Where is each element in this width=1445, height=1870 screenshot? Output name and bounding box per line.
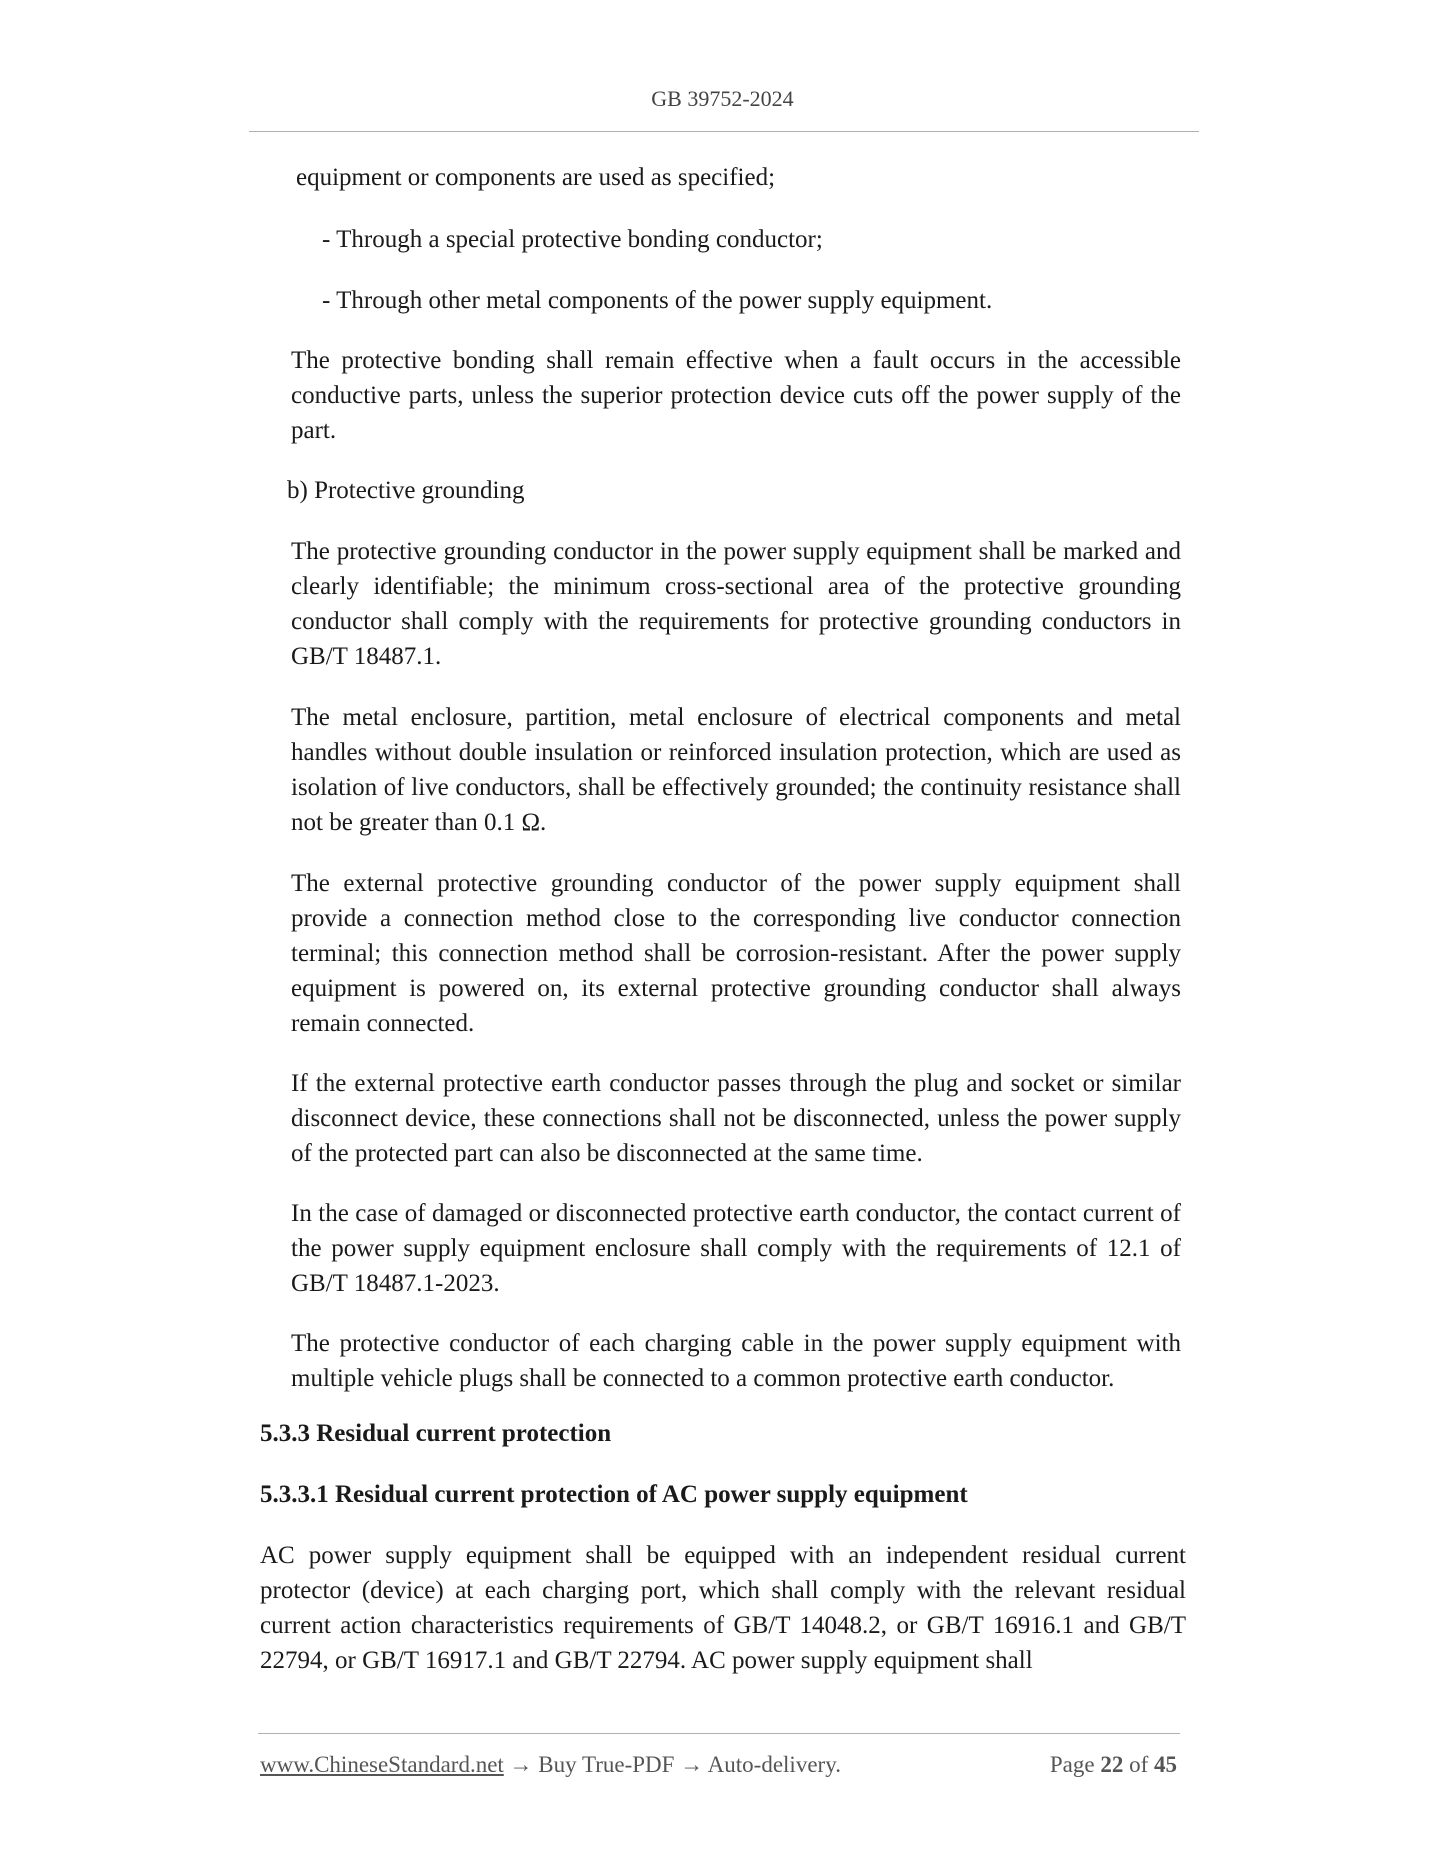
paragraph-ac-residual-current: AC power supply equipment shall be equipped with an independent residual current protector (device) at each charging port, which shall comply with the relevant residual current action characteristics requirements of GB/T 14048.2, or GB/T 16916.1 and GB/T 22794, or GB/T 16917.1 and GB/T 22794. AC power supply equipment shall bbox=[260, 1542, 1186, 1674]
of-label: of bbox=[1129, 1752, 1149, 1777]
paragraph-bonding-effective: The protective bonding shall remain effective when a fault occurs in the accessible conductive parts, unless the superior protection device cuts off the power supply of the part. bbox=[291, 347, 1181, 444]
paragraph-metal-enclosure: The metal enclosure, partition, metal enclosure of electrical components and metal handles without double insulation or reinforced insulation protection, which are used as isolation of live conductors, shall be effectively grounded; the continuity resistance shall not be greater than 0.1 Ω. bbox=[291, 704, 1181, 836]
document-header: GB 39752-2024 bbox=[651, 86, 794, 111]
list-item-metal-components: - Through other metal components of the power supply equipment. bbox=[322, 287, 993, 314]
header-divider bbox=[249, 131, 1199, 132]
paragraph-multiple-plugs: The protective conductor of each charging cable in the power supply equipment with multiple vehicle plugs shall be connected to a common protective earth conductor. bbox=[291, 1330, 1181, 1392]
paragraph-contact-current: In the case of damaged or disconnected protective earth conductor, the contact current of the power supply equipment enclosure shall comply with the requirements of 12.1 of GB/T 18487.1-2023. bbox=[291, 1200, 1181, 1297]
paragraph-external-grounding: The external protective grounding conductor of the power supply equipment shall provide a connection method close to the corresponding live conductor connection terminal; this connection method shall be corrosion-resistant. After the power supply equipment is powered on, its external protective grounding conductor shall always remain connected. bbox=[291, 870, 1181, 1037]
page-label: Page bbox=[1049, 1752, 1095, 1777]
page-indicator bbox=[1050, 1752, 1177, 1778]
page-total: 45 bbox=[1154, 1752, 1177, 1777]
section-heading-5-3-3: 5.3.3 Residual current protection bbox=[260, 1420, 612, 1447]
paragraph-grounding-conductor: The protective grounding conductor in the power supply equipment shall be marked and clearly identifiable; the minimum cross-sectional area of the protective grounding conductor shall comply with the requirements for protective grounding conductors in GB/T 18487.1. bbox=[291, 538, 1181, 670]
list-item-bonding-conductor: - Through a special protective bonding conductor; bbox=[322, 226, 823, 253]
footer-divider bbox=[258, 1733, 1180, 1734]
auto-delivery-text: Auto-delivery. bbox=[707, 1752, 841, 1777]
paragraph-plug-socket: If the external protective earth conductor passes through the plug and socket or similar disconnect device, these connections shall not be disconnected, unless the power supply of the protected part can also be disconnected at the same time. bbox=[291, 1070, 1181, 1167]
arrow-icon: → bbox=[503, 1752, 539, 1777]
arrow-icon: → bbox=[674, 1752, 708, 1777]
website-link[interactable]: www.ChineseStandard.net bbox=[260, 1752, 504, 1777]
section-heading-5-3-3-1: 5.3.3.1 Residual current protection of AC power supply equipment bbox=[260, 1481, 968, 1508]
page-number: 22 bbox=[1100, 1752, 1124, 1777]
paragraph-continuation: equipment or components are used as specified; bbox=[296, 164, 776, 191]
buy-pdf-text: Buy True-PDF bbox=[538, 1752, 675, 1777]
item-protective-grounding: b) Protective grounding bbox=[287, 477, 525, 504]
